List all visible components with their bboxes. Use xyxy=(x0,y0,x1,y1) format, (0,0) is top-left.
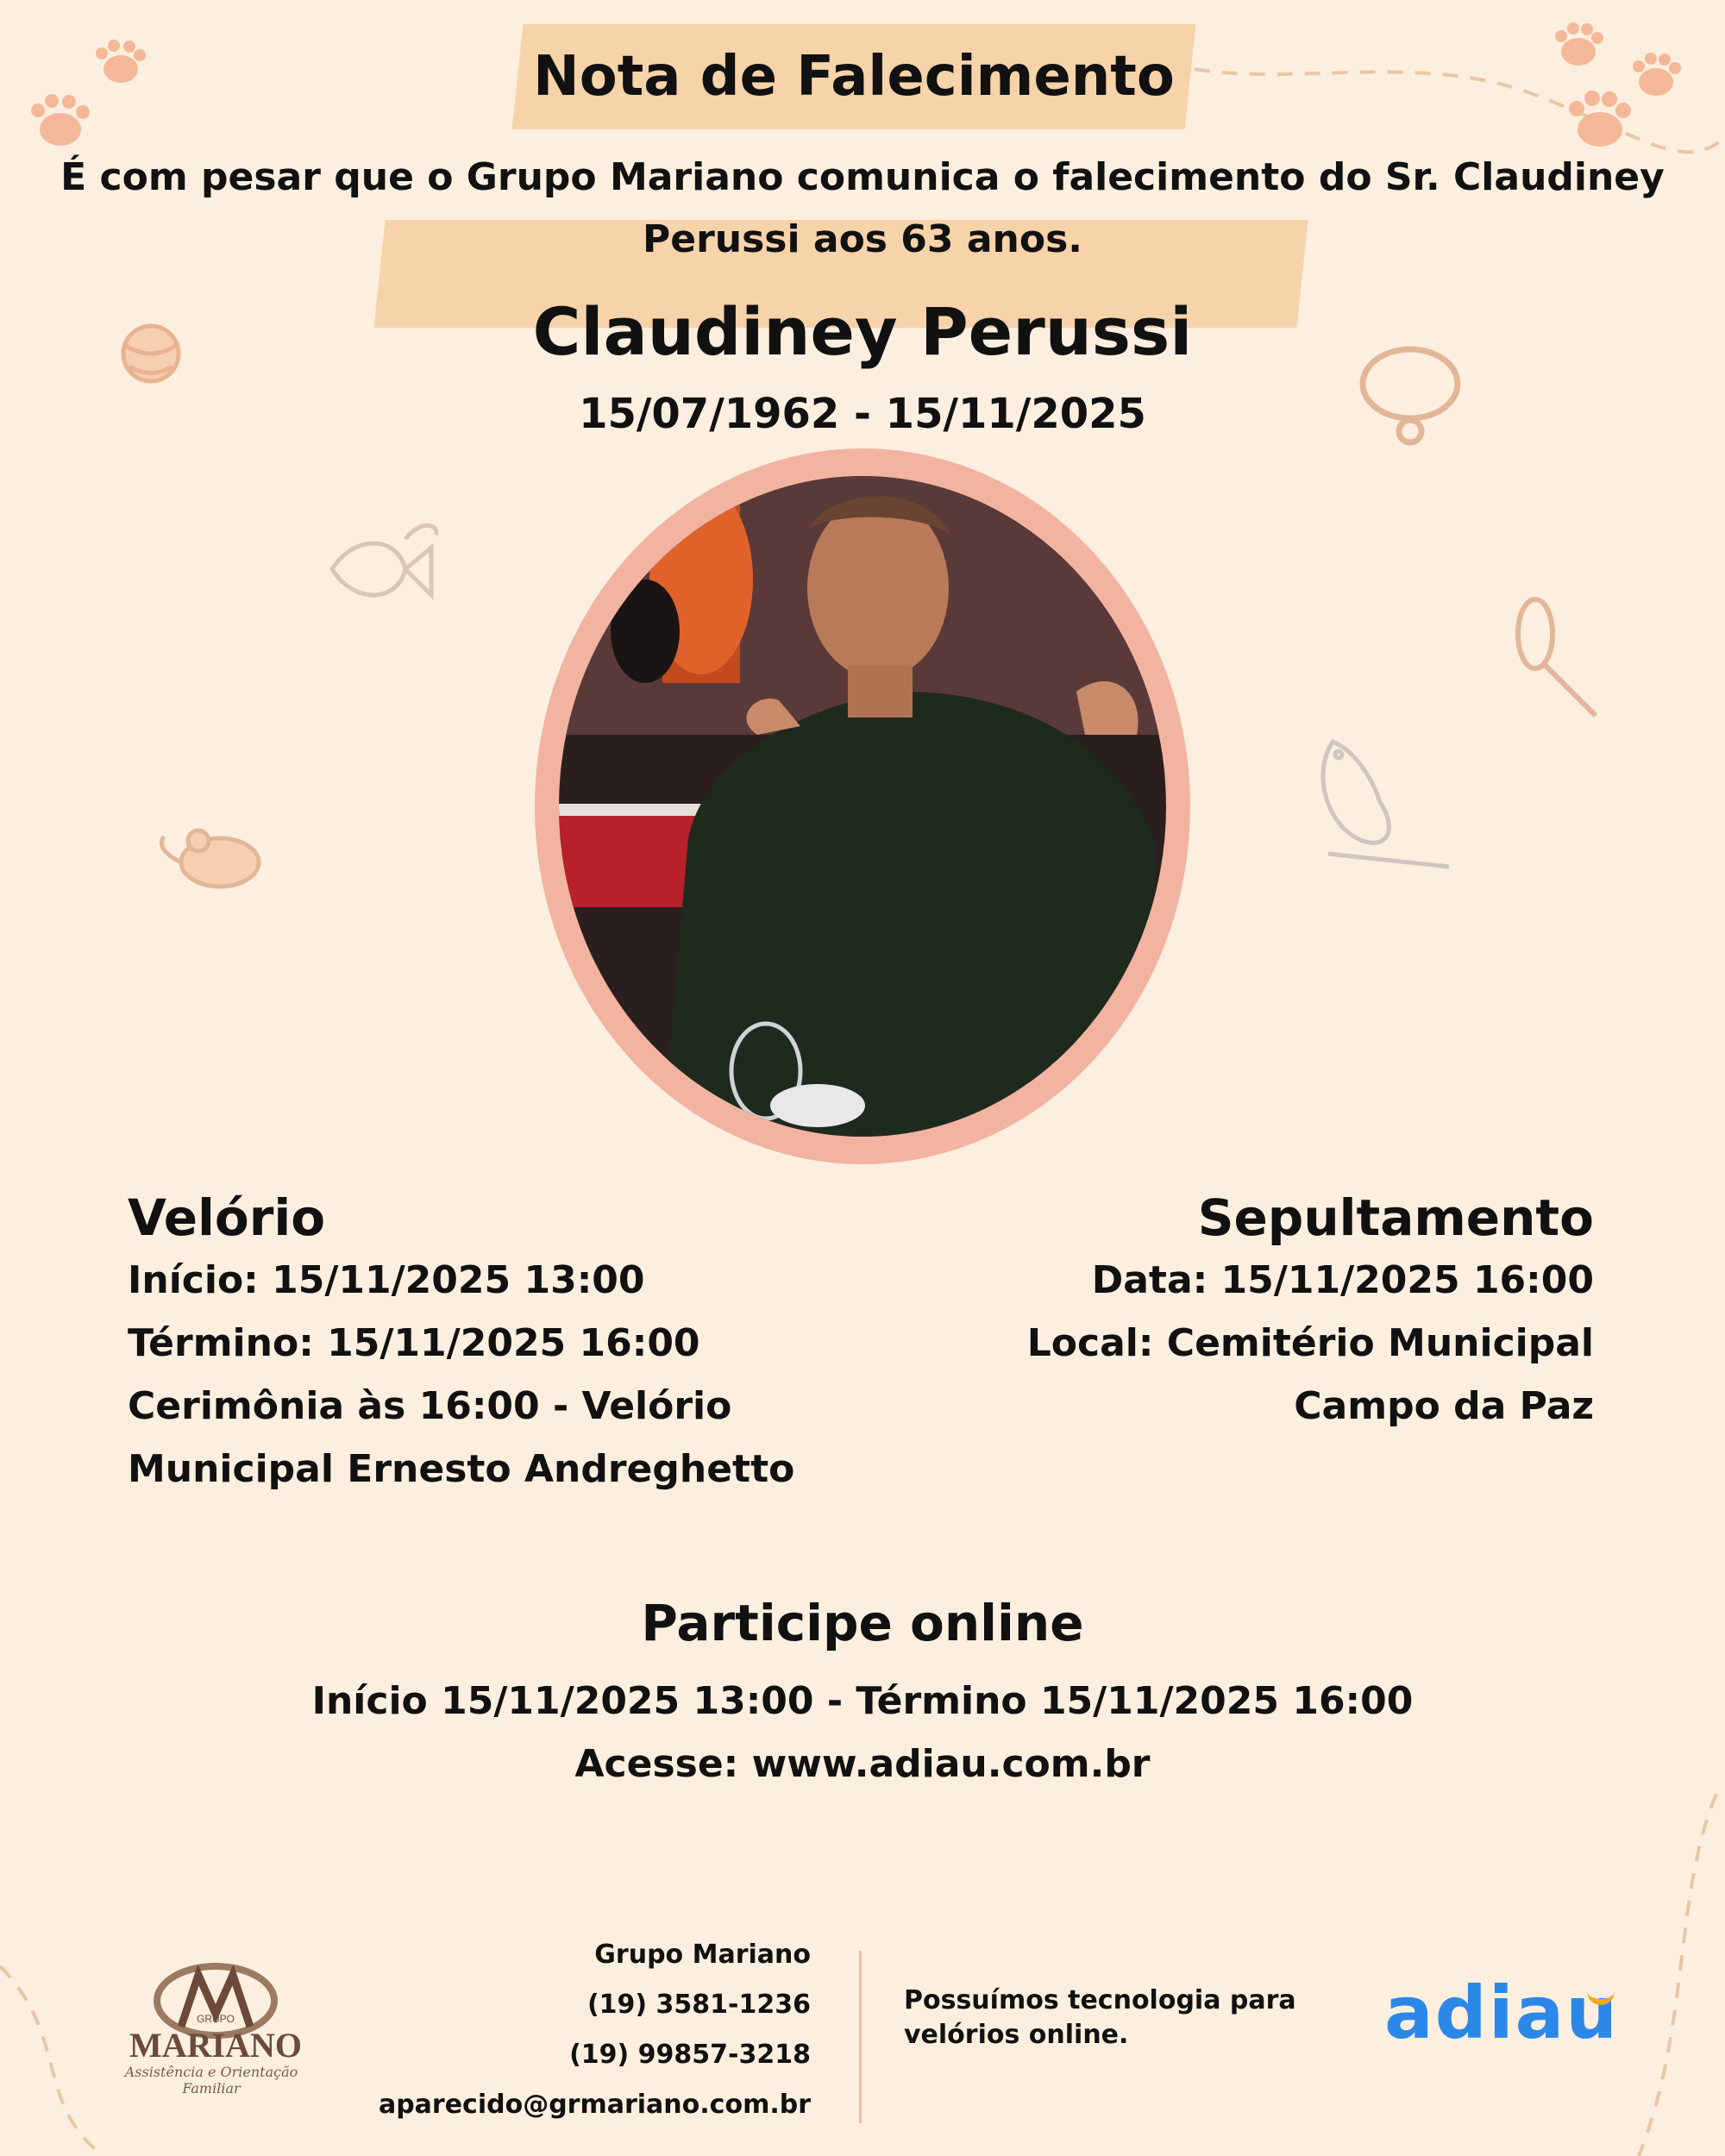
footer-contacts xyxy=(345,1930,811,2130)
online-details xyxy=(86,1670,1639,1796)
dashed-path-bottom-right xyxy=(1639,1794,1716,2156)
sepultamento-details xyxy=(906,1249,1594,1438)
footer-note xyxy=(904,1984,1352,2053)
brush-icon xyxy=(1518,599,1596,716)
logo-tagline: Assistência e Orientação Familiar xyxy=(124,2064,298,2096)
footer-note-line-2: velórios online. xyxy=(904,2020,1129,2050)
fish-icon xyxy=(332,525,436,595)
velorio-start: Início: 15/11/2025 13:00 xyxy=(128,1258,645,1302)
velorio-end: Término: 15/11/2025 16:00 xyxy=(128,1321,700,1365)
velorio-place: Municipal Ernesto Andreghetto xyxy=(128,1447,795,1491)
contact-email[interactable]: aparecido@grmariano.com.br xyxy=(378,2090,811,2120)
footer-note-line-1: Possuímos tecnologia para xyxy=(904,1985,1296,2015)
adiau-logo: adiau xyxy=(1384,1971,1620,2055)
contact-phone-1[interactable]: (19) 3581-1236 xyxy=(586,1990,811,2020)
dashed-path-bottom-left xyxy=(0,1966,104,2156)
intro-line-1: É com pesar que o Grupo Mariano comunica o falecimento do Sr. Claudiney xyxy=(60,155,1665,199)
photo-illustration xyxy=(559,476,1166,1137)
velorio-heading: Velório xyxy=(128,1188,326,1247)
sepultamento-date: Data: 15/11/2025 16:00 xyxy=(1091,1258,1594,1302)
paw-icon xyxy=(96,40,146,83)
online-times: Início 15/11/2025 13:00 - Término 15/11/2025 16:00 xyxy=(311,1679,1414,1723)
ball-icon xyxy=(123,326,179,381)
bird-icon xyxy=(1323,742,1449,867)
footer-divider xyxy=(859,1951,862,2123)
online-link[interactable]: Acesse: www.adiau.com.br xyxy=(574,1742,1151,1786)
page-title: Nota de Falecimento xyxy=(533,45,1175,109)
contact-company: Grupo Mariano xyxy=(594,1940,811,1970)
velorio-ceremony: Cerimônia às 16:00 - Velório xyxy=(128,1384,732,1428)
sepultamento-local: Local: Cemitério Municipal xyxy=(1026,1321,1594,1365)
mouse-icon xyxy=(162,830,260,887)
deceased-photo xyxy=(559,476,1166,1137)
logo-word: MARIANO xyxy=(129,2026,302,2065)
intro-text xyxy=(52,147,1673,271)
deceased-name: Claudiney Perussi xyxy=(532,293,1193,370)
intro-line-2: Perussi aos 63 anos. xyxy=(642,217,1083,261)
logo-grupo: GRUPO xyxy=(196,2013,235,2025)
velorio-details xyxy=(128,1249,904,1501)
paw-icon xyxy=(1633,53,1681,96)
paw-icon xyxy=(1555,22,1603,66)
sepultamento-heading: Sepultamento xyxy=(1197,1188,1594,1247)
paw-icon xyxy=(1569,91,1631,147)
online-heading: Participe online xyxy=(641,1594,1084,1652)
paw-icon xyxy=(31,94,90,146)
life-dates: 15/07/1962 - 15/11/2025 xyxy=(579,390,1146,438)
contact-phone-2[interactable]: (19) 99857-3218 xyxy=(569,2040,811,2070)
sepultamento-local-cont: Campo da Paz xyxy=(1294,1384,1594,1428)
